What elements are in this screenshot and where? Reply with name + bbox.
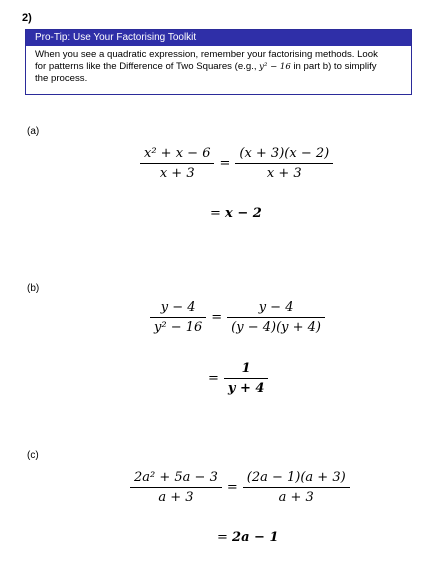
part-c-label: (c) — [27, 450, 39, 461]
part-a-result — [210, 206, 262, 221]
part-c-lhs-numerator: 2a² + 5a − 3 — [130, 470, 222, 488]
part-c-lhs-denominator: a + 3 — [158, 490, 194, 505]
pro-tip-line-3: the process. — [35, 73, 88, 84]
pro-tip-line-2 — [35, 61, 402, 73]
part-c-equation — [130, 470, 350, 505]
part-a-rhs-numerator: (x + 3)(x − 2) — [235, 146, 333, 164]
part-a-lhs-fraction — [140, 146, 214, 181]
part-b-result-fraction — [224, 361, 269, 396]
part-c-rhs-denominator: a + 3 — [278, 490, 314, 505]
pro-tip-body — [26, 46, 411, 85]
part-c-result — [217, 530, 279, 545]
pro-tip-title: Pro-Tip: Use Your Factorising Toolkit — [26, 30, 411, 46]
pro-tip-box — [25, 29, 412, 95]
part-b-label: (b) — [27, 283, 40, 294]
part-c-rhs-fraction — [243, 470, 350, 505]
part-b-lhs-fraction — [150, 300, 206, 335]
part-c-result-equals: = — [217, 530, 228, 545]
part-c-result-expression: 2a − 1 — [232, 530, 279, 545]
part-b-lhs-denominator: y² − 16 — [154, 320, 203, 335]
pro-tip-line-1: When you see a quadratic expression, remember your factorising methods. Look — [35, 49, 378, 60]
part-c-lhs-fraction — [130, 470, 222, 505]
part-b-result-denominator: y + 4 — [227, 381, 265, 396]
part-a-lhs-numerator: x² + x − 6 — [140, 146, 214, 164]
part-b-rhs-numerator: y − 4 — [227, 300, 325, 318]
part-a-result-expression: x − 2 — [225, 206, 262, 221]
part-a-equation — [140, 146, 333, 181]
pro-tip-line-2-text-end: in part b) to simplify — [293, 61, 377, 72]
pro-tip-line-2-text: for patterns like the Difference of Two Squares (e.g., — [35, 61, 257, 72]
part-b-result-equals: = — [208, 371, 219, 386]
part-a-lhs-denominator: x + 3 — [159, 166, 195, 181]
part-a-label: (a) — [27, 126, 40, 137]
part-a-result-equals: = — [210, 206, 221, 221]
part-b-equals: = — [211, 310, 223, 325]
question-number: 2) — [22, 12, 32, 24]
part-a-equals: = — [219, 156, 231, 171]
part-b-rhs-denominator: (y − 4)(y + 4) — [231, 320, 322, 335]
part-a-rhs-denominator: x + 3 — [266, 166, 302, 181]
part-c-rhs-numerator: (2a − 1)(a + 3) — [243, 470, 350, 488]
part-a-rhs-fraction — [235, 146, 333, 181]
part-b-result — [203, 361, 268, 396]
part-b-rhs-fraction — [227, 300, 325, 335]
part-c-equals: = — [226, 480, 238, 495]
part-b-lhs-numerator: y − 4 — [150, 300, 206, 318]
part-b-equation — [150, 300, 325, 335]
part-b-result-numerator: 1 — [224, 361, 269, 379]
pro-tip-example-math: y² − 16 — [259, 62, 291, 72]
